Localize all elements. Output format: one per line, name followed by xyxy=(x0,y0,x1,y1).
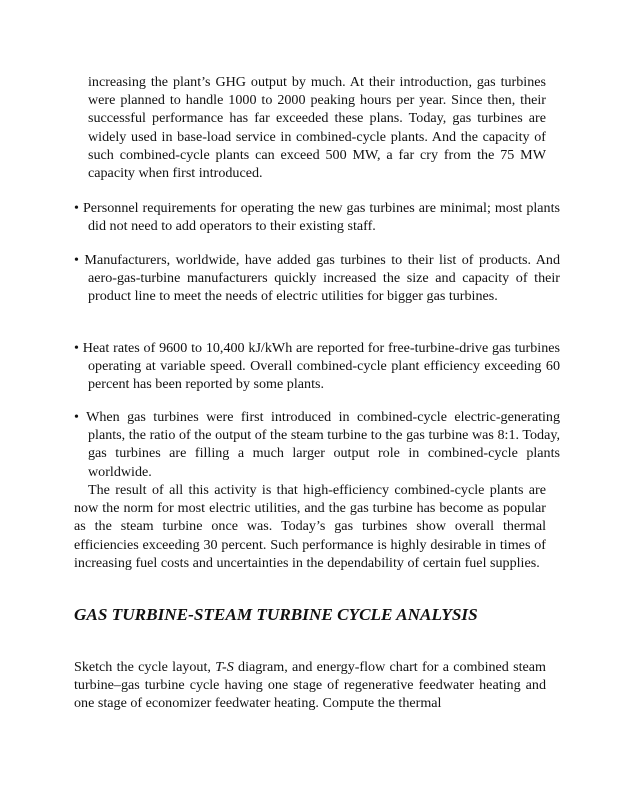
summary-paragraph: The result of all this activity is that high-efficiency combined-cycle plants are now the norm for most electric utilities, and the gas turbine has become as popular as the steam turbine once was. Today’s gas turbines show overall thermal efficiencies exceeding 30 percent. Such performance is highly desirable in times of increasing fuel costs and uncertainties in the dependability of certain fuel supplies. xyxy=(74,482,546,571)
ts-diagram-term: T-S xyxy=(215,659,234,675)
problem-text-rest: diagram, and energy-flow chart for a combined steam turbine–gas turbine cycle having one stage of regenerative feedwater heating and one stage of economizer feedwater heating. Compute the thermal xyxy=(74,659,546,712)
bullet-personnel: • Personnel requirements for operating the new gas turbines are minimal; most plants did not need to add operators to their existing staff. xyxy=(74,200,560,235)
problem-text-start: Sketch the cycle layout, xyxy=(74,659,216,675)
bullet-heat-rates: • Heat rates of 9600 to 10,400 kJ/kWh are reported for free-turbine-drive gas turbines operating at variable speed. Overall combined-cycle plant efficiency exceeding 60 percent has been reported by some plants. xyxy=(74,340,560,393)
section-heading: GAS TURBINE-STEAM TURBINE CYCLE ANALYSIS xyxy=(74,605,478,624)
bullet-steam-gas-ratio: • When gas turbines were first introduced in combined-cycle electric-generating plants, the ratio of the output of the steam turbine to the gas turbine was 8:1. Today, gas turbines are filling a much larger output role in combined-cycle plants worldwide. xyxy=(74,409,560,480)
problem-statement xyxy=(74,658,546,713)
bullet-manufacturers: • Manufacturers, worldwide, have added gas turbines to their list of products. And aero-gas-turbine manufacturers quickly increased the size and capacity of their product line to meet the needs of electric utilities for bigger gas turbines. xyxy=(74,252,560,305)
continued-bullet-text: increasing the plant’s GHG output by much. At their introduction, gas turbines were planned to handle 1000 to 2000 peaking hours per year. Since then, their successful performance has far exceeded these plans. Today, gas turbines are widely used in base-load service in combined-cycle plants. And the capacity of such combined-cycle plants can exceed 500 MW, a far cry from the 75 MW capacity when first introduced. xyxy=(88,74,546,182)
